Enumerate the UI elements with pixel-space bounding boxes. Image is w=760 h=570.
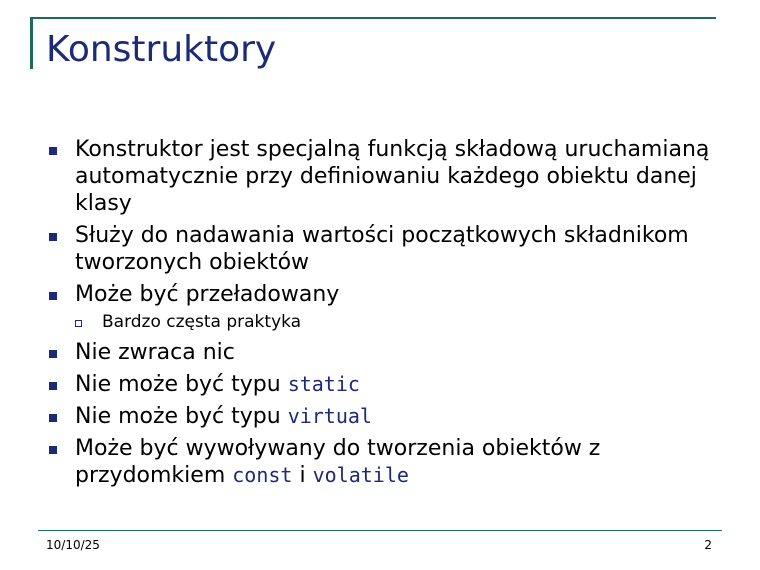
- footer-date: 10/10/25: [46, 538, 100, 552]
- bullet-item: [48, 281, 728, 308]
- square-bullet-icon: [49, 233, 57, 241]
- bullet-text: Nie może być typu: [75, 404, 288, 429]
- bullet-text: Konstruktor jest specjalną funkcją składową uruchamianą automatycznie przy definiowaniu każdego obiektu danej klasy: [75, 137, 710, 216]
- bullet-text: Nie może być typu: [75, 372, 288, 397]
- bullet-item: [48, 136, 728, 217]
- square-bullet-icon: [49, 414, 57, 422]
- square-bullet-icon: [49, 147, 57, 155]
- square-bullet-icon: [49, 350, 57, 358]
- square-bullet-icon: [49, 382, 57, 390]
- square-bullet-icon: [49, 446, 57, 454]
- code-keyword: virtual: [287, 404, 372, 428]
- bullet-item: [48, 435, 728, 489]
- bullet-text: i: [292, 463, 313, 488]
- sub-bullet-item: [48, 310, 728, 334]
- bullet-list: [48, 136, 728, 494]
- title-accent-bar: [30, 17, 33, 69]
- footer-page-number: 2: [704, 538, 712, 552]
- code-keyword: volatile: [312, 463, 409, 487]
- slide-title: Konstruktory: [46, 29, 277, 70]
- hollow-square-bullet-icon: [75, 320, 82, 327]
- bullet-item: [48, 403, 728, 430]
- bullet-item: [48, 371, 728, 398]
- bullet-item: [48, 339, 728, 366]
- bullet-text: Może być przeładowany: [75, 282, 340, 307]
- square-bullet-icon: [49, 292, 57, 300]
- sub-bullet-text: Bardzo częsta praktyka: [102, 312, 302, 332]
- bullet-text: Może być wywoływany do tworzenia obiektów z przydomkiem: [75, 436, 601, 488]
- code-keyword: const: [232, 463, 293, 487]
- code-keyword: static: [287, 372, 360, 396]
- bullet-text: Nie zwraca nic: [75, 340, 235, 365]
- bullet-text: Służy do nadawania wartości początkowych składnikom tworzonych obiektów: [75, 223, 689, 275]
- bottom-rule: [38, 530, 722, 531]
- bullet-item: [48, 222, 728, 276]
- top-rule: [30, 17, 716, 19]
